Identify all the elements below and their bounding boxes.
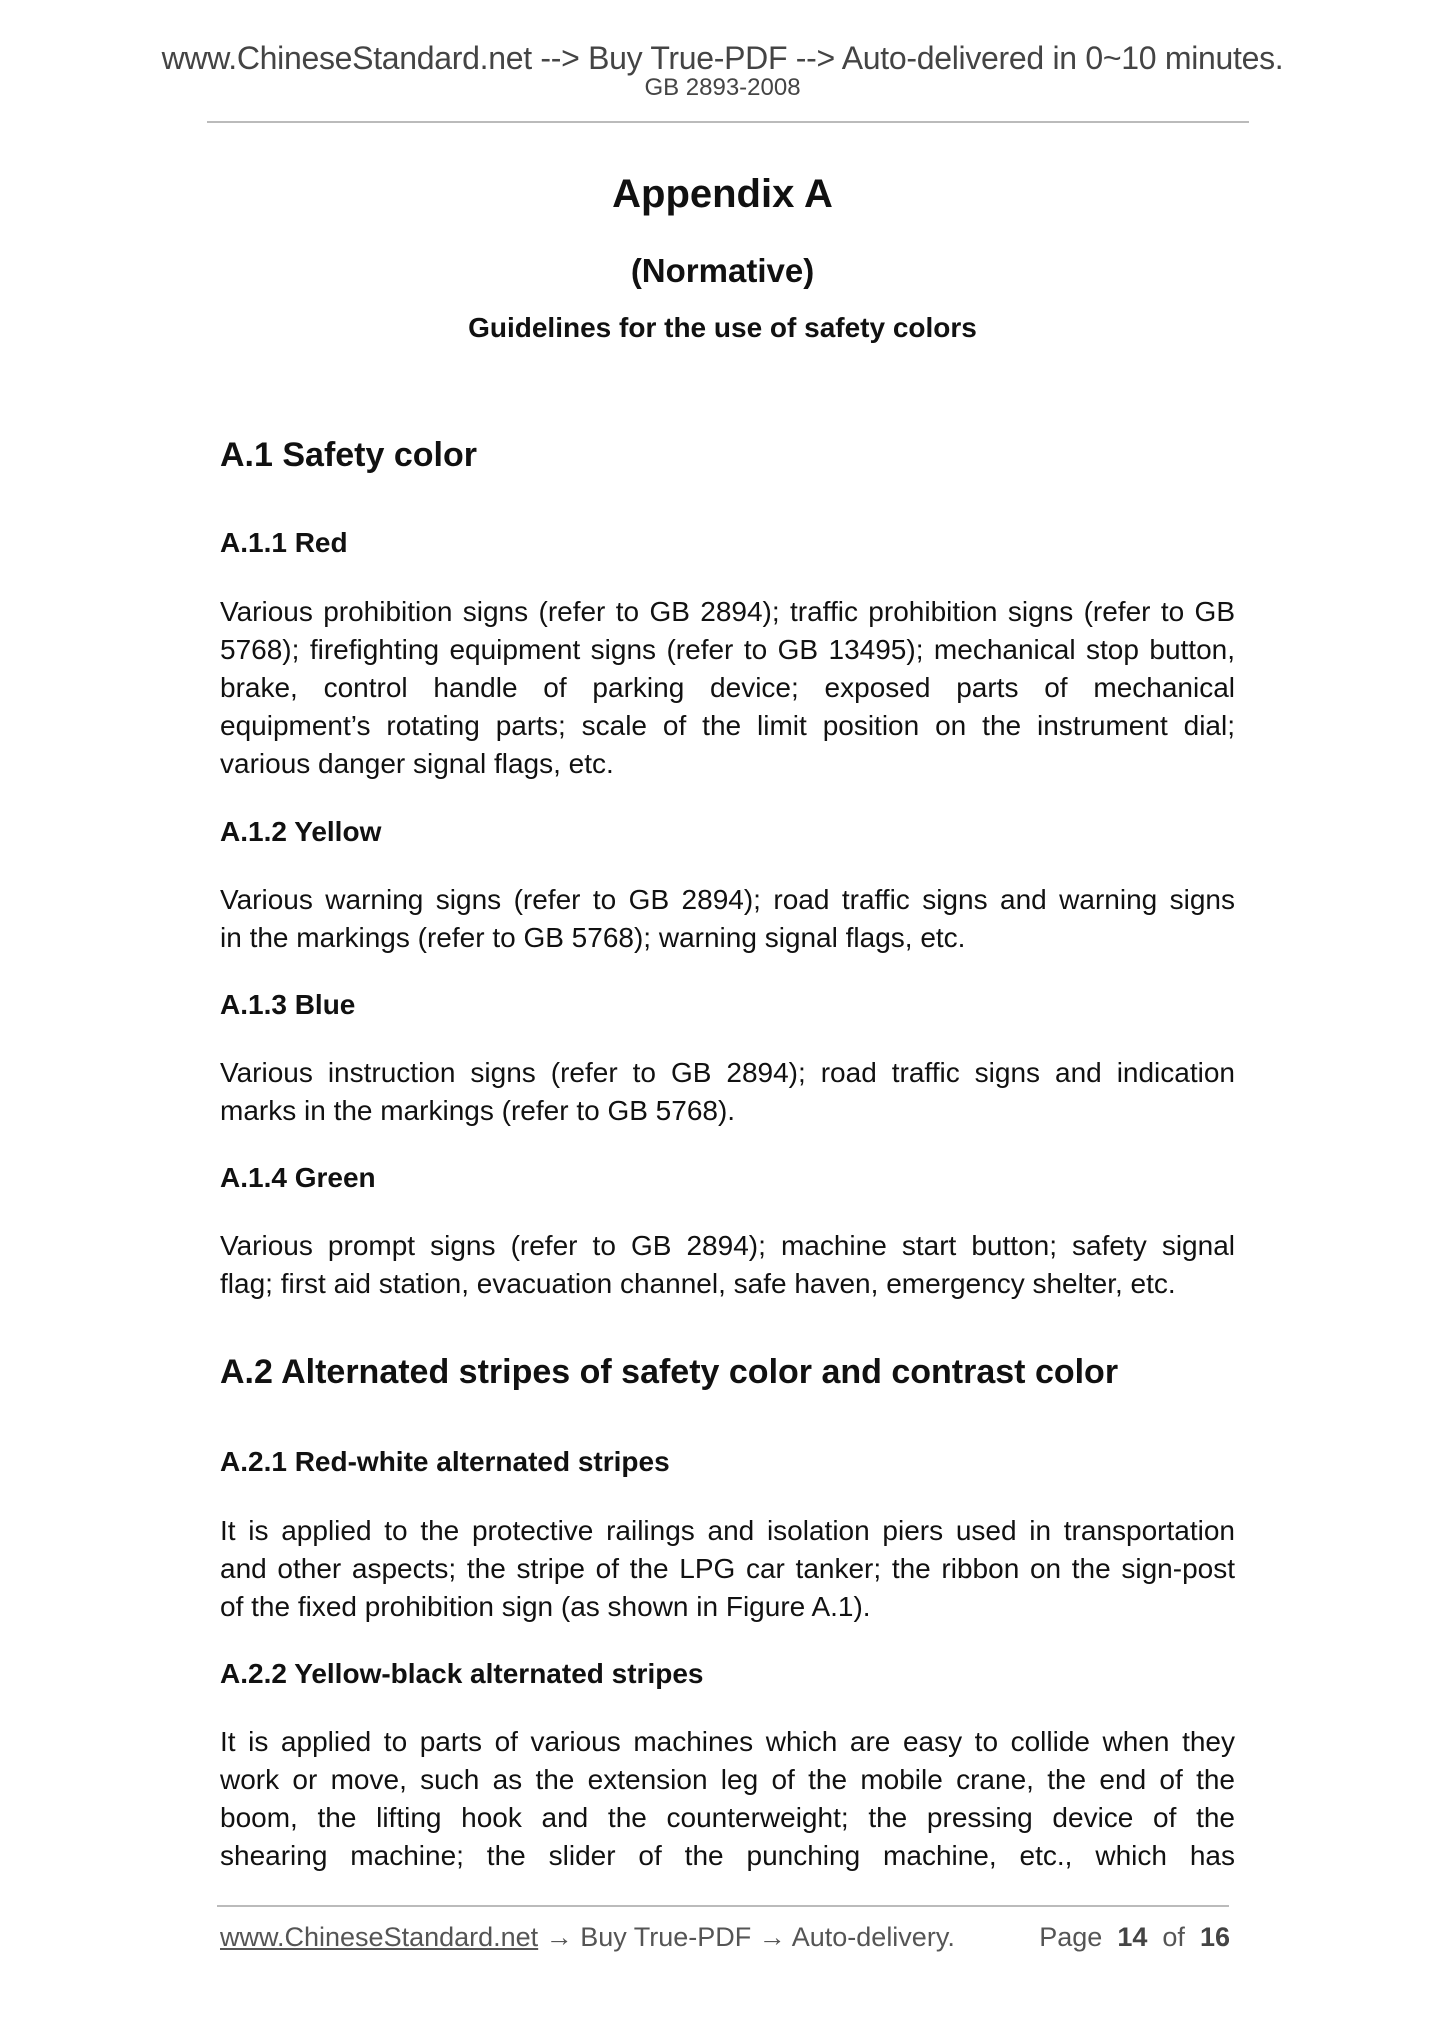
paragraph-line: Various prompt signs (refer to GB 2894); machine start button; safety signal <box>220 1230 1235 1261</box>
paragraph-line: of the fixed prohibition sign (as shown in Figure A.1). <box>220 1591 871 1622</box>
heading-a22: A.2.2 Yellow-black alternated stripes <box>220 1658 704 1689</box>
paragraph-blue <box>220 1054 1235 1130</box>
header-doc-id: GB 2893-2008 <box>644 74 801 101</box>
appendix-subtitle: Guidelines for the use of safety colors <box>468 312 977 343</box>
paragraph-line: Various prohibition signs (refer to GB 2894); traffic prohibition signs (refer to GB <box>220 596 1235 627</box>
heading-a11: A.1.1 Red <box>220 527 348 558</box>
heading-a21: A.2.1 Red-white alternated stripes <box>220 1446 670 1477</box>
paragraph-red <box>220 593 1235 783</box>
page-total: 16 <box>1199 1922 1230 1952</box>
heading-a13: A.1.3 Blue <box>220 989 356 1020</box>
paragraph-line: flag; first aid station, evacuation channel, safe haven, emergency shelter, etc. <box>220 1268 1176 1299</box>
section-heading-a2: A.2 Alternated stripes of safety color and contrast color <box>220 1353 1119 1391</box>
paragraph-line: Various instruction signs (refer to GB 2894); road traffic signs and indication <box>220 1057 1235 1088</box>
of-label: of <box>1162 1922 1185 1952</box>
page-indicator <box>1039 1922 1230 1953</box>
paragraph-line: and other aspects; the stripe of the LPG car tanker; the ribbon on the sign-post <box>220 1553 1235 1584</box>
paragraph-yellow <box>220 881 1235 957</box>
paragraph-line: boom, the lifting hook and the counterweight; the pressing device of the <box>220 1802 1235 1833</box>
page-label: Page <box>1039 1922 1103 1952</box>
paragraph-yellow-black <box>220 1723 1235 1875</box>
paragraph-line: work or move, such as the extension leg of the mobile crane, the end of the <box>220 1764 1235 1795</box>
paragraph-line: Various warning signs (refer to GB 2894); road traffic signs and warning signs <box>220 884 1235 915</box>
paragraph-line: in the markings (refer to GB 5768); warning signal flags, etc. <box>220 922 966 953</box>
section-heading-a1: A.1 Safety color <box>220 436 477 474</box>
appendix-title: Appendix A <box>612 172 833 216</box>
paragraph-line: 5768); firefighting equipment signs (refer to GB 13495); mechanical stop button, <box>220 634 1235 665</box>
paragraph-green <box>220 1227 1235 1303</box>
paragraph-line: equipment’s rotating parts; scale of the limit position on the instrument dial; <box>220 710 1235 741</box>
heading-a12: A.1.2 Yellow <box>220 816 382 847</box>
paragraph-line: It is applied to parts of various machines which are easy to collide when they <box>220 1726 1235 1757</box>
appendix-type: (Normative) <box>630 252 815 289</box>
paragraph-line: various danger signal flags, etc. <box>220 748 614 779</box>
paragraph-line: marks in the markings (refer to GB 5768). <box>220 1095 736 1126</box>
heading-a14: A.1.4 Green <box>220 1162 376 1193</box>
header-divider <box>207 121 1249 123</box>
header-banner: www.ChineseStandard.net --> Buy True-PDF --> Auto-delivered in 0~10 minutes. <box>161 40 1284 76</box>
paragraph-line: shearing machine; the slider of the punching machine, etc., which has <box>220 1840 1235 1871</box>
footer-text <box>220 1922 955 1953</box>
paragraph-line: brake, control handle of parking device; exposed parts of mechanical <box>220 672 1235 703</box>
paragraph-line: It is applied to the protective railings and isolation piers used in transportation <box>220 1515 1235 1546</box>
paragraph-red-white <box>220 1512 1235 1626</box>
footer-tagline: → Buy True-PDF → Auto-delivery. <box>538 1922 955 1952</box>
footer-link[interactable]: www.ChineseStandard.net <box>220 1922 539 1952</box>
footer-divider <box>217 1905 1229 1907</box>
page-number: 14 <box>1117 1922 1148 1952</box>
